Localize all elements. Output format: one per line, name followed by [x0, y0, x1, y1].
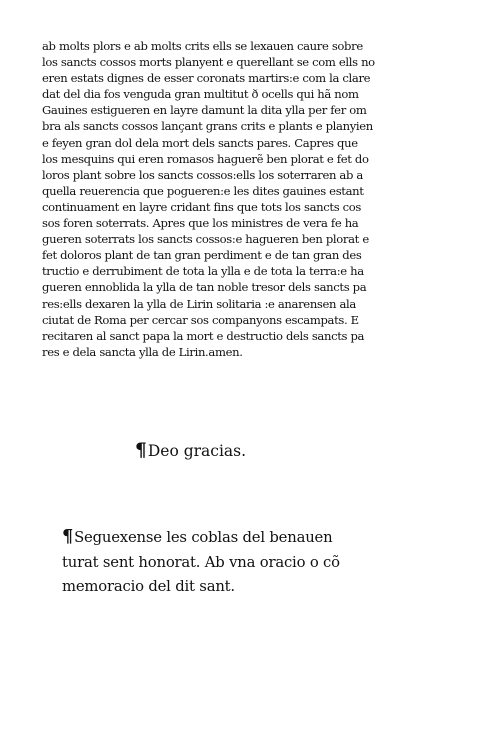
text-line: e feyen gran dol dela mort dels sancts pares. Capres que: [42, 135, 358, 150]
colophon-text: Deo gracias.: [147, 442, 247, 460]
body-text-block: [42, 38, 442, 360]
text-line: gueren soterrats los sancts cossos:e hagueren ben plorat e: [42, 232, 369, 247]
section-heading: [62, 525, 442, 599]
text-line: tructio e derrubiment de tota la ylla e de tota la terra:e ha: [42, 264, 364, 279]
text-line: continuament en layre cridant fins que tots los sancts cos: [42, 199, 362, 214]
pilcrow-icon: ¶: [135, 440, 147, 461]
heading-line: turat sent honorat. Ab vna oracio o cõ: [62, 552, 340, 571]
text-line: Gauines estigueren en layre damunt la dita ylla per fer om: [42, 103, 367, 118]
text-line: gueren ennoblida la ylla de tan noble tresor dels sancts pa: [42, 280, 367, 295]
text-line: quella reuerencia que pogueren:e les dites gauines estant: [42, 183, 364, 198]
text-line: sos foren soterrats. Apres que los ministres de vera fe ha: [42, 216, 359, 231]
text-line: eren estats dignes de esser coronats martirs:e com la clare: [42, 71, 371, 86]
text-line: loros plant sobre los sancts cossos:ells los soterraren ab a: [42, 167, 363, 182]
text-line: los mesquins qui eren romasos haguerẽ ben plorat e fet do: [42, 151, 369, 166]
text-line: res e dela sancta ylla de Lirin.amen.: [42, 344, 243, 359]
colophon: [135, 440, 246, 461]
heading-line-text: Seguexense les coblas del benauen: [74, 528, 333, 546]
text-line: ciutat de Roma per cercar sos companyons escampats. E: [42, 312, 359, 327]
text-line: bra als sancts cossos lançant grans crits e plants e planyien: [42, 119, 373, 134]
text-line: res:ells dexaren la ylla de Lirin solitaria :e anarensen ala: [42, 296, 356, 311]
pilcrow-icon: ¶: [62, 526, 74, 547]
heading-line: [62, 525, 437, 550]
text-line: recitaren al sanct papa la mort e destructio dels sancts pa: [42, 328, 365, 343]
text-line: dat del dia fos venguda gran multitut ð ocells qui hã nom: [42, 87, 359, 102]
text-line: ab molts plors e ab molts crits ells se lexauen caure sobre: [42, 39, 363, 53]
text-line: los sancts cossos morts planyent e querellant se com ells no: [42, 55, 375, 70]
text-line: fet doloros plant de tan gran perdiment e de tan gran des: [42, 248, 362, 263]
heading-line: memoracio del dit sant.: [62, 577, 235, 595]
